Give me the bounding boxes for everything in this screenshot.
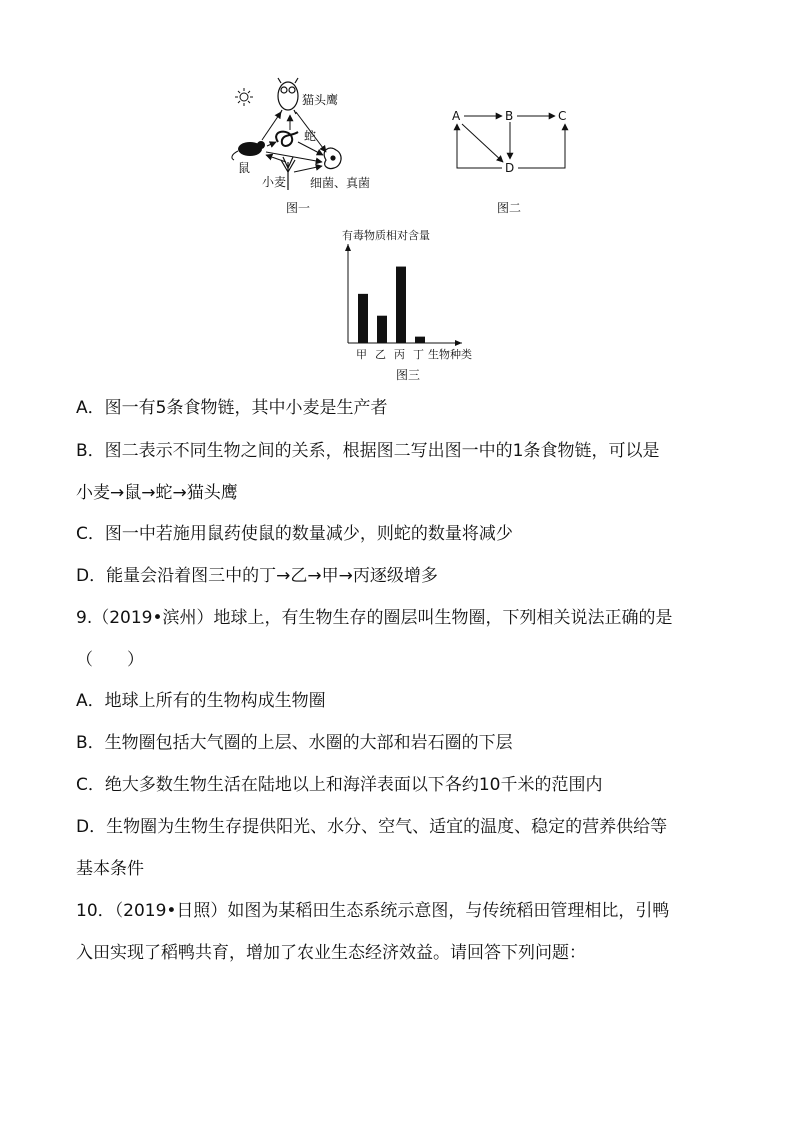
figure1-caption: 图一 bbox=[286, 201, 311, 215]
figure1-food-web bbox=[232, 78, 370, 215]
q10-stem-line2: 入田实现了稻鸭共育，增加了农业生态经济效益。请回答下列问题： bbox=[76, 943, 586, 963]
q8-option-b-line2: 小麦→鼠→蛇→猫头鹰 bbox=[76, 483, 238, 503]
snake-icon bbox=[276, 132, 298, 146]
node-c: C bbox=[558, 109, 567, 123]
q8-option-d: D．能量会沿着图三中的丁→乙→甲→丙逐级增多 bbox=[76, 566, 438, 586]
decomposer-icon bbox=[324, 148, 341, 168]
q9-answer-blank: （ ） bbox=[76, 650, 144, 670]
chart-ylabel: 有毒物质相对含量 bbox=[342, 229, 430, 242]
q9-option-d-line2: 基本条件 bbox=[76, 859, 144, 879]
figure3-bar-chart bbox=[342, 228, 472, 382]
mouse-label: 鼠 bbox=[238, 161, 251, 175]
food-web-arrows bbox=[262, 112, 326, 172]
wheat-label: 小麦 bbox=[262, 175, 287, 189]
sun-icon bbox=[235, 88, 253, 106]
figure2-caption: 图二 bbox=[497, 201, 522, 215]
q8-option-a: A．图一有5条食物链，其中小麦是生产者 bbox=[76, 398, 388, 418]
snake-label: 蛇 bbox=[304, 129, 317, 143]
category-label-2: 乙 bbox=[375, 348, 386, 361]
q9-option-b: B．生物圈包括大气圈的上层、水圈的大部和岩石圈的下层 bbox=[76, 733, 513, 753]
bar-4 bbox=[415, 337, 425, 343]
mouse-icon bbox=[232, 141, 265, 160]
bar-1 bbox=[358, 294, 368, 343]
node-a: A bbox=[452, 109, 461, 123]
q10-stem-line1: 10．（2019•日照）如图为某稻田生态系统示意图，与传统稻田管理相比，引鸭 bbox=[76, 901, 670, 921]
figures-area bbox=[0, 0, 794, 390]
q9-option-c: C．绝大多数生物生活在陆地以上和海洋表面以下各约10千米的范围内 bbox=[76, 775, 603, 795]
q8-option-b-line1: B．图二表示不同生物之间的关系，根据图二写出图一中的1条食物链，可以是 bbox=[76, 441, 660, 461]
owl-icon bbox=[278, 78, 298, 114]
q9-option-a: A．地球上所有的生物构成生物圈 bbox=[76, 691, 326, 711]
node-b: B bbox=[505, 109, 514, 123]
q9-stem-line1: 9.（2019•滨州）地球上，有生物生存的圈层叫生物圈，下列相关说法正确的是 bbox=[76, 608, 673, 628]
category-label-1: 甲 bbox=[356, 348, 367, 361]
figure2-relationship-diagram bbox=[452, 109, 566, 215]
bar-3 bbox=[396, 267, 406, 343]
category-label-4: 丁 bbox=[413, 348, 424, 361]
bar-2 bbox=[377, 316, 387, 343]
chart-xlabel: 生物种类 bbox=[428, 348, 472, 361]
q9-option-d-line1: D．生物圈为生物生存提供阳光、水分、空气、适宜的温度、稳定的营养供给等 bbox=[76, 817, 668, 837]
category-label-3: 丙 bbox=[394, 348, 405, 361]
y-axis-arrowhead bbox=[345, 244, 351, 251]
q8-option-c: C．图一中若施用鼠药使鼠的数量减少，则蛇的数量将减少 bbox=[76, 524, 513, 544]
x-axis-arrowhead bbox=[455, 340, 462, 346]
figure3-caption: 图三 bbox=[396, 368, 421, 382]
node-d: D bbox=[505, 161, 515, 175]
decomposer-label: 细菌、真菌 bbox=[310, 176, 371, 190]
owl-label: 猫头鹰 bbox=[302, 93, 339, 107]
